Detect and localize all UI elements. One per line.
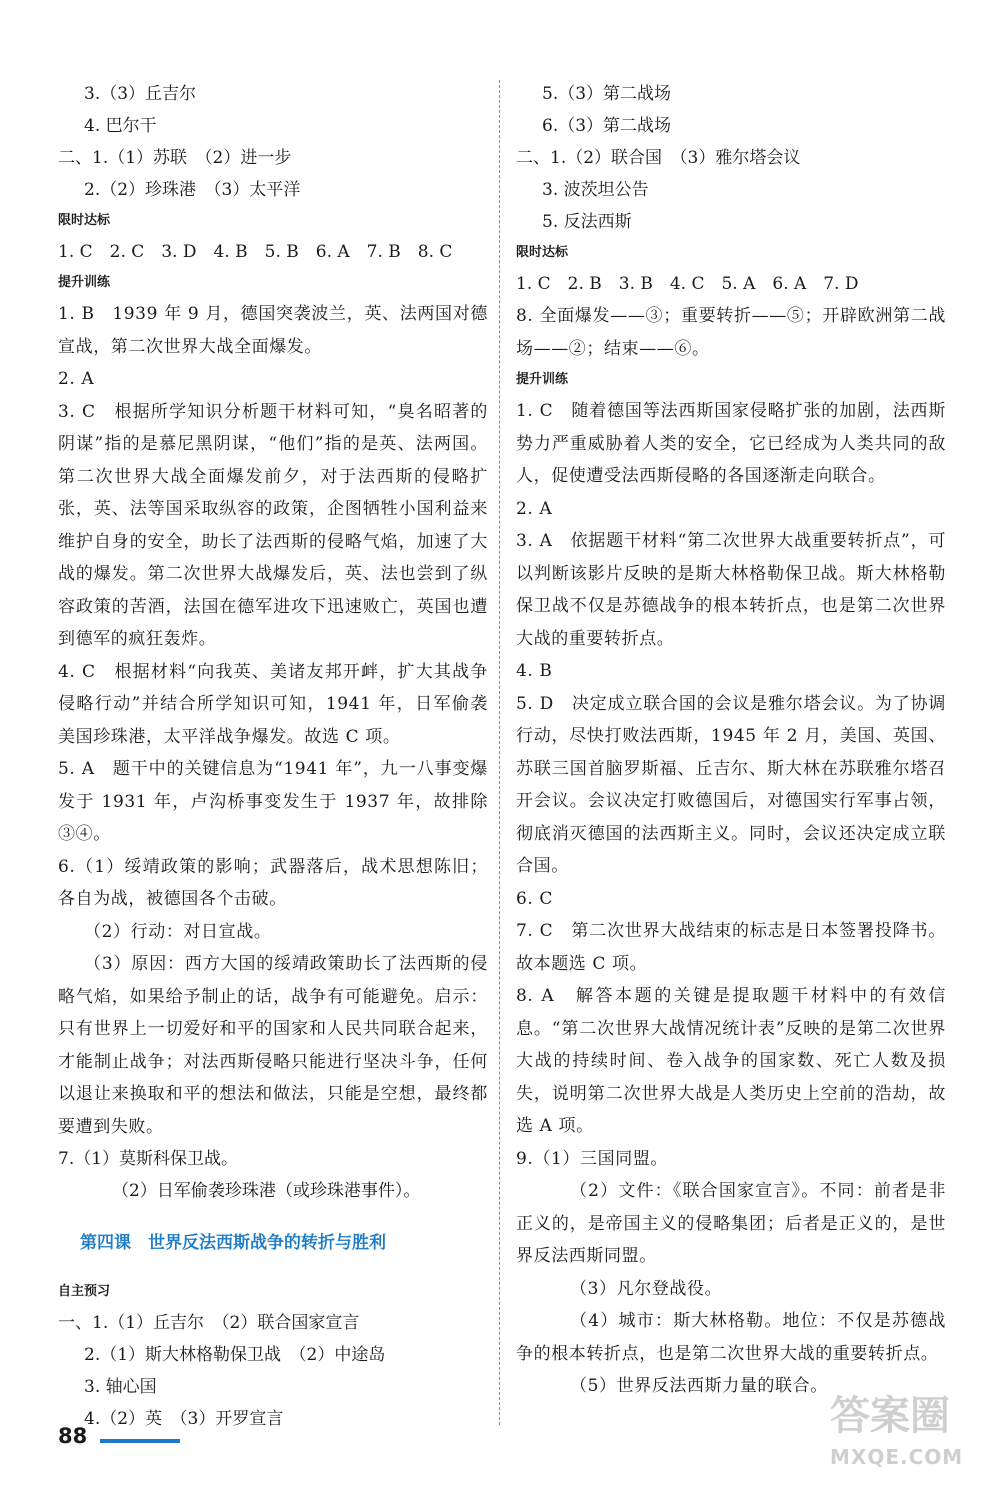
answer-line: （2）日军偷袭珍珠港（或珍珠港事件）。 xyxy=(112,1181,421,1201)
answer-line: 2.（2）珍珠港 （3）太平洋 xyxy=(84,180,301,200)
answer-line: 6.（3）第二战场 xyxy=(542,116,672,136)
answer-paragraph: 2. A xyxy=(58,369,95,389)
answer-paragraph: （3）原因：西方大国的绥靖政策助长了法西斯的侵略气焰，如果给予制止的话，战争有可能避免。启示：只有世界上一切爱好和平的国家和人民共同联合起来，才能制止战争；对法西斯侵略只能进行坚决斗争，任何以退让来换取和平的想法和做法，只能是空想，最终都要遭到失败。 xyxy=(58,954,488,1137)
section-heading: 自主预习 xyxy=(58,1284,111,1299)
answer-paragraph: 3. C 根据所学知识分析题干材料可知，“臭名昭著的阴谋”指的是慕尼黑阴谋，“他们”指的是英、法两国。第二次世界大战全面爆发前夕，对于法西斯的侵略扩张，英、法等国采取纵容的政策，企图牺牲小国利益来维护自身的安全，助长了法西斯的侵略气焰，加速了大战的爆发。第二次世界大战爆发后，英、法也尝到了纵容政策的苦酒，法国在德军进攻下迅速败亡，英国也遭到德军的疯狂轰炸。 xyxy=(58,401,488,649)
answer-paragraph: （2）行动：对日宣战。 xyxy=(84,921,272,942)
answer-paragraph: （2）文件：《联合国家宣言》。不同：前者是非正义的，是帝国主义的侵略集团；后者是正义的，是世界反法西斯同盟。 xyxy=(516,1181,946,1266)
answer-line: 4. 巴尔干 xyxy=(84,116,157,136)
answer-paragraph: 6.（1）绥靖政策的影响；武器落后，战术思想陈旧；各自为战，被德国各个击破。 xyxy=(58,856,488,909)
section-heading: 提升训练 xyxy=(58,275,111,290)
answer-line: 1. C 2. C 3. D 4. B 5. B 6. A 7. B 8. C xyxy=(58,242,453,262)
page-number: 88 xyxy=(58,1424,88,1448)
answer-paragraph: 7. C 第二次世界大战结束的标志是日本签署投降书。故本题选 C 项。 xyxy=(516,921,946,974)
answer-paragraph: 3. A 依据题干材料“第二次世界大战重要转折点”，可以判断该影片反映的是斯大林格勒保卫战。斯大林格勒保卫战不仅是苏德战争的根本转折点，也是第二次世界大战的重要转折点。 xyxy=(516,531,946,649)
answer-paragraph: 8. 全面爆发——③；重要转折——⑤；开辟欧洲第二战场——②；结束——⑥。 xyxy=(516,306,946,359)
answer-paragraph: 1. C 随着德国等法西斯国家侵略扩张的加剧，法西斯势力严重威胁着人类的安全，它已经成为人类共同的敌人，促使遭受法西斯侵略的各国逐渐走向联合。 xyxy=(516,401,946,486)
answer-paragraph: 9.（1）三国同盟。 xyxy=(516,1148,669,1169)
answer-paragraph: 4. B xyxy=(516,661,553,681)
answer-line: 5.（3）第二战场 xyxy=(542,84,672,104)
page-number-bar xyxy=(100,1439,180,1443)
answer-paragraph: （3）凡尔登战役。 xyxy=(570,1278,723,1299)
column-divider xyxy=(499,80,500,1425)
left-column xyxy=(58,78,488,1435)
section-heading: 限时达标 xyxy=(516,245,569,260)
answer-line: 3. 轴心国 xyxy=(84,1377,157,1397)
answer-paragraph: 5. D 决定成立联合国的会议是雅尔塔会议。为了协调行动，尽快打败法西斯，1945 年 2 月，美国、英国、苏联三国首脑罗斯福、丘吉尔、斯大林在苏联雅尔塔召开会议。会议决定打败德国后，对德国实行军事占领，彻底消灭德国的法西斯主义。同时，会议还决定成立联合国。 xyxy=(516,693,946,876)
answer-paragraph: 5. A 题干中的关键信息为“1941 年”，九一八事变爆发于 1931 年，卢沟桥事变发生于 1937 年，故排除③④。 xyxy=(58,759,488,844)
answer-line: 2.（1）斯大林格勒保卫战 （2）中途岛 xyxy=(84,1345,386,1365)
answer-line: 3.（3）丘吉尔 xyxy=(84,84,197,104)
answer-paragraph: 6. C xyxy=(516,888,554,909)
answer-paragraph: （4）城市：斯大林格勒。地位：不仅是苏德战争的根本转折点，也是第二次世界大战的重要转折点。 xyxy=(516,1311,946,1364)
lesson-title: 第四课 世界反法西斯战争的转折与胜利 xyxy=(80,1233,386,1253)
answer-line: 1. C 2. B 3. B 4. C 5. A 6. A 7. D xyxy=(516,274,859,294)
answer-line: 7.（1）莫斯科保卫战。 xyxy=(58,1149,239,1169)
answer-paragraph: 2. A xyxy=(516,498,553,519)
watermark-url: MXQE.COM xyxy=(830,1445,964,1469)
answer-line: 二、1.（2）联合国 （3）雅尔塔会议 xyxy=(516,148,801,168)
answer-line: 4.（2）英 （3）开罗宣言 xyxy=(84,1409,284,1429)
section-heading: 限时达标 xyxy=(58,213,111,228)
answer-line: 5. 反法西斯 xyxy=(542,212,632,232)
answer-paragraph: （5）世界反法西斯力量的联合。 xyxy=(570,1376,828,1396)
answer-line: 3. 波茨坦公告 xyxy=(542,180,649,200)
right-column xyxy=(516,78,946,1403)
section-heading: 提升训练 xyxy=(516,372,569,387)
answer-paragraph: 1. B 1939 年 9 月，德国突袭波兰，英、法两国对德宣战，第二次世界大战全面爆发。 xyxy=(58,304,488,357)
answer-line: 二、1.（1）苏联 （2）进一步 xyxy=(58,148,292,168)
watermark-logo xyxy=(830,1390,990,1490)
answer-paragraph: 8. A 解答本题的关键是提取题干材料中的有效信息。“第二次世界大战情况统计表”反映的是第二次世界大战的持续时间、卷入战争的国家数、死亡人数及损失，说明第二次世界大战是人类历史上空前的浩劫，故选 A 项。 xyxy=(516,986,946,1136)
answer-line: 一、1.（1）丘吉尔 （2）联合国家宣言 xyxy=(58,1313,360,1333)
answer-paragraph: 4. C 根据材料“向我英、美诸友邦开衅，扩大其战争侵略行动”并结合所学知识可知，1941 年，日军偷袭美国珍珠港，太平洋战争爆发。故选 C 项。 xyxy=(58,661,488,747)
watermark-text: 答案圈 xyxy=(830,1393,950,1439)
